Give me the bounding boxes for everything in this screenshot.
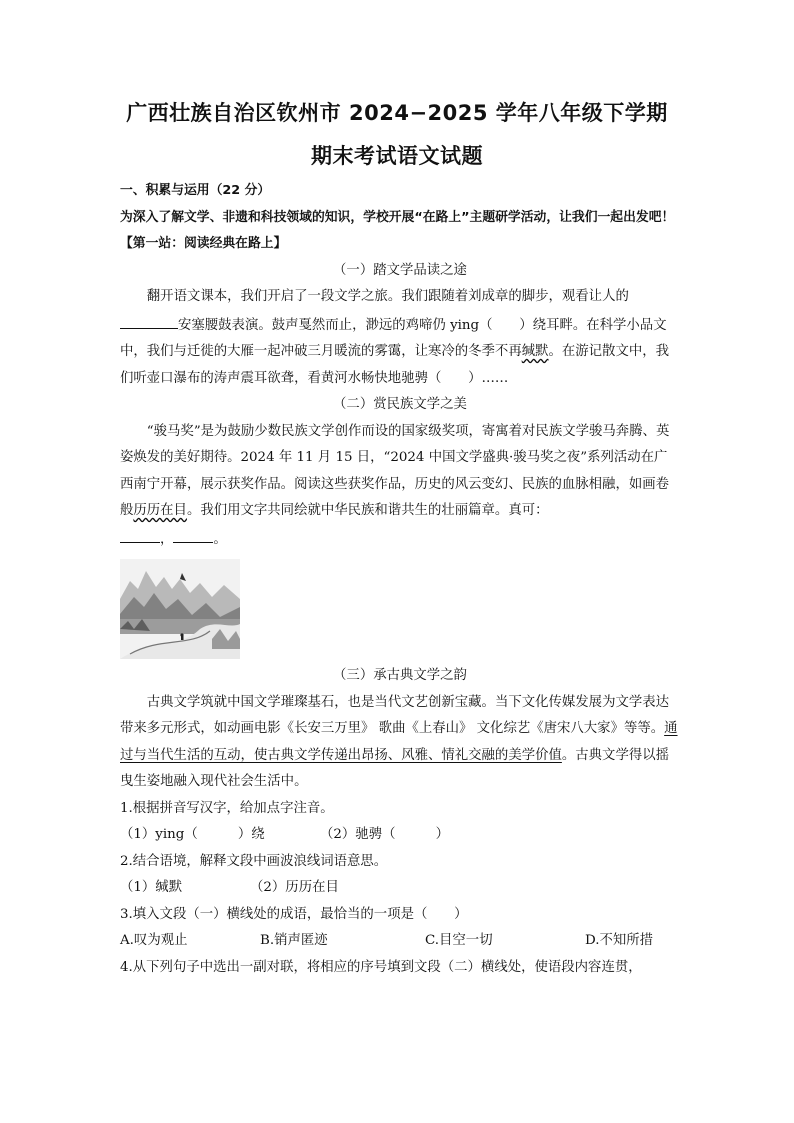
question-2: 2.结合语境，解释文段中画波浪线词语意思。	[120, 853, 388, 869]
wavy-word-2: 历历在目	[133, 503, 187, 518]
underlined-sentence: 通过与当代生活的互动，使古典文学传递出昂扬、风雅、情礼交融的美学价值	[120, 721, 678, 763]
part3-heading: （三）承古典文学之韵	[333, 668, 467, 683]
ink-landscape-image	[120, 559, 240, 659]
part1-paragraph: 翻开语文课本，我们开启了一段文学之旅。我们跟随着刘成章的脚步，观看让人的 安塞腰鼓表演。鼓声戛然而止，渺远的鸡啼仍 ying（ ）绕耳畔。在科学小品文中，我们与迁徙的大雁一起冲破三月暖流的雾霭，让寒冷的冬季不再缄默。在游记散文中，我们听壶口瀑布的涛声震耳欲聋，看黄河水畅快地驰骋（ ）……	[120, 289, 670, 386]
question-1-items: （1）ying（ ）绕 （2）驰骋（ ）	[120, 827, 450, 842]
idiom-blank	[120, 311, 178, 329]
option-d: D.不知所措	[585, 933, 654, 948]
option-b: B.销声匿迹	[260, 933, 328, 948]
question-2-items: （1）缄默 （2）历历在目	[120, 880, 339, 895]
part2-heading: （二）赏民族文学之美	[333, 397, 467, 412]
exam-content	[120, 178, 680, 981]
couplet-blank-2	[173, 525, 213, 543]
page-title: 广西壮族自治区钦州市 2024−2025 学年八年级下学期	[126, 101, 668, 125]
question-4: 4.从下列句子中选出一副对联，将相应的序号填到文段（二）横线处，使语段内容连贯，	[120, 959, 642, 975]
section-heading: 一、积累与运用（22 分）	[120, 183, 271, 198]
part1-heading: （一）踏文学品读之途	[333, 262, 467, 278]
question-3: 3.填入文段（一）横线处的成语，最恰当的一项是（ ）	[120, 906, 468, 922]
question-1: 1.根据拼音写汉字，给加点字注音。	[120, 800, 334, 816]
couplet-blank-1	[120, 525, 160, 543]
part3-paragraph: 古典文学筑就中国文学璀璨基石，也是当代文艺创新宝藏。当下文化传媒发展为文学表达带来多元形式，如动画电影《长安三万里》 歌曲《上春山》 文化综艺《唐宋八大家》等等。通过与当代生活的互动，使古典文学传递出昂扬、风雅、情礼交融的美学价值。古典文学得以摇曳生姿地融入现代社会生活中。	[120, 694, 678, 789]
page-subtitle: 期末考试语文试题	[311, 144, 483, 168]
couplet-blanks: ， 。	[120, 525, 680, 554]
wavy-word-1: 缄默	[521, 344, 549, 359]
option-a: A.叹为观止	[120, 933, 188, 948]
station-heading: 【第一站：阅读经典在路上】	[120, 236, 287, 251]
option-c: C.目空一切	[425, 933, 493, 948]
question-3-options	[120, 928, 680, 955]
mountain-painting-icon	[120, 559, 240, 659]
part2-paragraph: “骏马奖”是为鼓励少数民族文学创作而设的国家级奖项，寄寓着对民族文学骏马奔腾、英姿焕发的美好期待。2024 年 11 月 15 日，“2024 中国文学盛典·骏马奖之夜”系列活动在广西南宁开幕，展示获奖作品。阅读这些获奖作品，历史的风云变幻、民族的血脉相融，如画卷般历历在目。我们用文字共同绘就中华民族和谐共生的壮丽篇章。真可：	[120, 423, 670, 518]
section-intro: 为深入了解文学、非遗和科技领域的知识，学校开展“在路上”主题研学活动，让我们一起出发吧！	[120, 209, 675, 225]
